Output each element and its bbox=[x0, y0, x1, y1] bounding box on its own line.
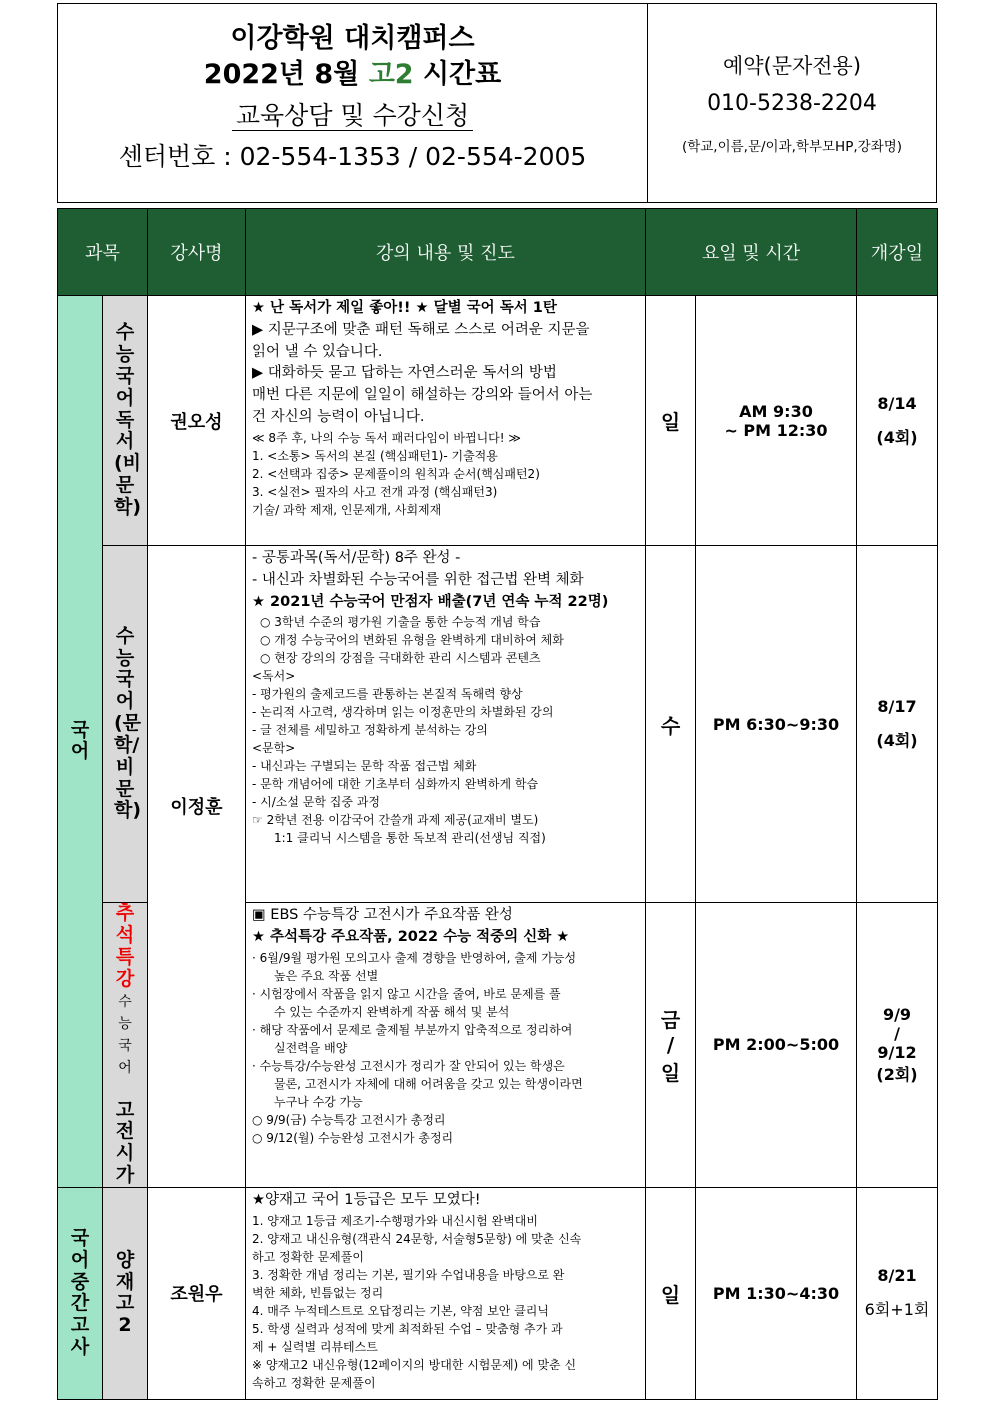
session-count: (4회) bbox=[876, 731, 918, 750]
content-line: 기술/ 과학 제재, 인문제개, 사회제재 bbox=[252, 502, 442, 517]
content-line: - 공통과목(독서/문학) 8주 완성 - bbox=[252, 550, 461, 566]
course-name bbox=[103, 1187, 148, 1399]
day-of-week: 일 bbox=[646, 296, 696, 546]
content-line: 벽한 체화, 빈틈없는 정리 bbox=[252, 1285, 384, 1300]
teacher-name bbox=[148, 546, 246, 1188]
course-label: 수능국어 (문학/비문학) bbox=[114, 624, 142, 822]
course-label-rest: 고전시가 bbox=[115, 1098, 135, 1187]
subject-midterm-label: 국어중간고사 bbox=[70, 1226, 90, 1359]
class-time bbox=[696, 296, 857, 546]
day-line: 일 bbox=[660, 1060, 681, 1085]
course-name bbox=[103, 546, 148, 903]
content-line: · 시험장에서 작품을 읽지 않고 시간을 줄여, 바로 문제를 풀 bbox=[252, 986, 561, 1001]
subtitle-text: 교육상담 및 수강신청 bbox=[232, 101, 473, 131]
class-time: PM 6:30~9:30 bbox=[696, 546, 857, 903]
lecture-content bbox=[246, 1187, 646, 1399]
content-line: 높은 주요 작품 선별 bbox=[274, 968, 379, 983]
table-row bbox=[58, 1187, 938, 1399]
course-name bbox=[103, 903, 148, 1188]
content-line: ※ 양재고2 내신유형(12페이지의 방대한 시험문제) 에 맞춘 신 bbox=[252, 1357, 577, 1372]
col-content: 강의 내용 및 진도 bbox=[246, 209, 646, 296]
content-line: ★양재고 국어 1등급은 모두 모였다! bbox=[252, 1191, 481, 1208]
content-line: · 해당 작품에서 문제로 출제될 부분까지 압축적으로 정리하여 bbox=[252, 1022, 573, 1037]
start-date-value: 8/17 bbox=[877, 697, 917, 716]
subject-korean bbox=[58, 296, 103, 1188]
start-date-value: 9/9 bbox=[882, 1004, 912, 1024]
col-schedule: 요일 및 시간 bbox=[646, 209, 857, 296]
reserve-note: (학교,이름,문/이과,학부모HP,강좌명) bbox=[681, 139, 903, 155]
subject-korean-midterm bbox=[58, 1187, 103, 1399]
course-label bbox=[114, 903, 136, 1187]
content-line: ○ 9/12(월) 수능완성 고전시가 총정리 bbox=[252, 1130, 454, 1145]
content-line: <독서> bbox=[252, 669, 296, 684]
subtitle bbox=[58, 96, 647, 132]
content-line: 물론, 고전시가 자체에 대해 어려움을 갖고 있는 학생이라면 bbox=[274, 1076, 583, 1091]
start-date bbox=[857, 903, 938, 1188]
table-header-row bbox=[58, 209, 938, 296]
center-number: 센터번호 : 02-554-1353 / 02-554-2005 bbox=[118, 142, 587, 171]
course-label-small: 수능국어 bbox=[118, 994, 132, 1076]
content-line: 하고 정확한 문제풀이 bbox=[252, 1249, 364, 1264]
reserve-label: 예약(문자전용) bbox=[722, 54, 862, 78]
content-line: 4. 매주 누적테스트로 오답정리는 기본, 약점 보안 클리닉 bbox=[252, 1303, 549, 1318]
content-line: ★ 2021년 수능국어 만점자 배출(7년 연속 누적 22명) bbox=[252, 593, 609, 610]
content-line: - 시/소설 문학 집중 과정 bbox=[252, 795, 380, 810]
academy-title: 이강학원 대치캠퍼스 bbox=[230, 23, 475, 54]
content-line: - 글 전체를 세밀하고 정확하게 분석하는 강의 bbox=[252, 723, 488, 738]
col-teacher: 강사명 bbox=[148, 209, 246, 296]
content-line: 2. 양재고 내신유형(객관식 24문항, 서술형5문항) 에 맞춘 신속 bbox=[252, 1231, 582, 1246]
start-date-value: 8/14 bbox=[877, 393, 917, 413]
content-line: 3. <실전> 필자의 사고 전개 과정 (핵심패턴3) bbox=[252, 484, 498, 499]
content-line: ○ 9/9(금) 수능특강 고전시가 총정리 bbox=[252, 1112, 446, 1127]
content-line: 건 자신의 능력이 아닙니다. bbox=[252, 408, 425, 425]
content-line: 제 + 실력별 리뷰테스트 bbox=[252, 1339, 378, 1354]
start-date bbox=[857, 296, 938, 546]
start-date-sep: / bbox=[894, 1023, 900, 1043]
content-line: ○ 개정 수능국어의 변화된 유형을 완벽하게 대비하여 체화 bbox=[260, 633, 564, 648]
start-date bbox=[857, 1187, 938, 1399]
content-line: 실전력을 배양 bbox=[274, 1040, 348, 1055]
teacher-name-text: 이정훈 bbox=[170, 797, 223, 819]
content-line: 읽어 낼 수 있습니다. bbox=[252, 343, 383, 360]
title-grade: 고2 bbox=[368, 59, 414, 90]
content-line: - 논리적 사고력, 생각하며 읽는 이정훈만의 차별화된 강의 bbox=[252, 705, 554, 720]
content-line: ○ 현장 강의의 강점을 극대화한 관리 시스템과 콘텐츠 bbox=[260, 651, 541, 666]
course-label-special: 추석특강 bbox=[115, 902, 135, 990]
header-title-area bbox=[58, 4, 648, 202]
content-line: ○ 3학년 수준의 평가원 기출을 통한 수능적 개념 학습 bbox=[260, 615, 541, 630]
reserve-phone: 010-5238-2204 bbox=[707, 91, 877, 116]
start-date-value: 9/12 bbox=[877, 1042, 917, 1062]
day-of-week bbox=[646, 903, 696, 1188]
course-label: 수능국어 독서(비문학) bbox=[114, 321, 142, 518]
content-line: 누구나 수강 가능 bbox=[274, 1094, 363, 1109]
col-subject: 과목 bbox=[58, 209, 148, 296]
lecture-content bbox=[246, 296, 646, 546]
teacher-name: 조원우 bbox=[148, 1187, 246, 1399]
content-line: 2. <선택과 집중> 문제풀이의 원칙과 순서(핵심패턴2) bbox=[252, 466, 540, 481]
content-line: - 내신과는 구별되는 문학 작품 접근법 체화 bbox=[252, 759, 477, 774]
session-count: (4회) bbox=[876, 427, 918, 447]
class-time: PM 2:00~5:00 bbox=[696, 903, 857, 1188]
title-year-month: 2022년 8월 bbox=[203, 59, 369, 90]
time-line: AM 9:30 bbox=[739, 401, 813, 421]
start-date-value: 8/21 bbox=[877, 1266, 917, 1286]
content-line: <문학> bbox=[252, 741, 296, 756]
content-line: 3. 정확한 개념 정리는 기본, 필기와 수업내용을 바탕으로 완 bbox=[252, 1267, 565, 1282]
course-label: 양재고2 bbox=[115, 1248, 135, 1337]
content-line: - 평가원의 출제코드를 관통하는 본질적 독해력 향상 bbox=[252, 687, 523, 702]
col-start-date: 개강일 bbox=[857, 209, 938, 296]
time-line: ~ PM 12:30 bbox=[724, 420, 828, 440]
content-line: ▣ EBS 수능특강 고전시가 주요작품 완성 bbox=[252, 907, 513, 923]
content-line: ▶ 지문구조에 맞춘 패턴 독해로 스스로 어려운 지문을 bbox=[252, 321, 590, 338]
content-line: ☞ 2학년 전용 이감국어 간쓸개 과제 제공(교재비 별도) bbox=[252, 813, 539, 828]
day-line: 금 bbox=[660, 1007, 681, 1032]
subject-korean-label: 국어 bbox=[70, 718, 90, 763]
class-time: PM 1:30~4:30 bbox=[696, 1187, 857, 1399]
lecture-content bbox=[246, 546, 646, 903]
timetable-title bbox=[58, 52, 647, 91]
day-line: / bbox=[666, 1032, 675, 1057]
content-line: · 6월/9월 평가원 모의고사 출제 경향을 반영하여, 출제 가능성 bbox=[252, 950, 577, 965]
content-line: 1. <소통> 독서의 본질 (핵심패턴1)- 기출적용 bbox=[252, 448, 498, 463]
session-count: 6회+1회 bbox=[864, 1300, 930, 1320]
content-line: 매번 다른 지문에 일일이 해설하는 강의와 들어서 아는 bbox=[252, 387, 593, 403]
content-line: ▶ 대화하듯 묻고 답하는 자연스러운 독서의 방법 bbox=[252, 365, 557, 382]
title-suffix: 시간표 bbox=[413, 59, 502, 90]
content-line: ★ 난 독서가 제일 좋아!! ★ 달별 국어 독서 1탄 bbox=[252, 300, 557, 316]
content-line: ★ 추석특강 주요작품, 2022 수능 적중의 신화 ★ bbox=[252, 928, 570, 945]
table-row bbox=[58, 296, 938, 546]
content-line: 수 있는 수준까지 완벽하게 작품 해석 및 분석 bbox=[274, 1004, 510, 1019]
lecture-content bbox=[246, 903, 646, 1188]
content-line: 1:1 클리닉 시스템을 통한 독보적 관리(선생님 직접) bbox=[274, 831, 546, 846]
day-of-week: 수 bbox=[646, 546, 696, 903]
content-line: · 수능특강/수능완성 고전시가 정리가 잘 안되어 있는 학생은 bbox=[252, 1058, 565, 1073]
teacher-name: 권오성 bbox=[148, 296, 246, 546]
content-line: 속하고 정확한 문제풀이 bbox=[252, 1375, 376, 1390]
schedule-table bbox=[57, 208, 938, 1400]
course-name bbox=[103, 296, 148, 546]
content-line: - 문학 개념어에 대한 기초부터 심화까지 완벽하게 학습 bbox=[252, 777, 539, 792]
content-line: 5. 학생 실력과 성적에 맞게 최적화된 수업 – 맞춤형 추가 과 bbox=[252, 1321, 563, 1336]
content-line: ≪ 8주 후, 나의 수능 독서 패러다임이 바뀝니다! ≫ bbox=[252, 430, 521, 445]
reservation-area bbox=[648, 4, 936, 202]
day-of-week: 일 bbox=[646, 1187, 696, 1399]
start-date bbox=[857, 546, 938, 903]
table-row bbox=[58, 546, 938, 903]
content-line: - 내신과 차별화된 수능국어를 위한 접근법 완벽 체화 bbox=[252, 571, 584, 588]
session-count: (2회) bbox=[876, 1064, 918, 1084]
header-box bbox=[57, 3, 937, 203]
content-line: 1. 양재고 1등급 제조기-수행평가와 내신시험 완벽대비 bbox=[252, 1213, 538, 1228]
